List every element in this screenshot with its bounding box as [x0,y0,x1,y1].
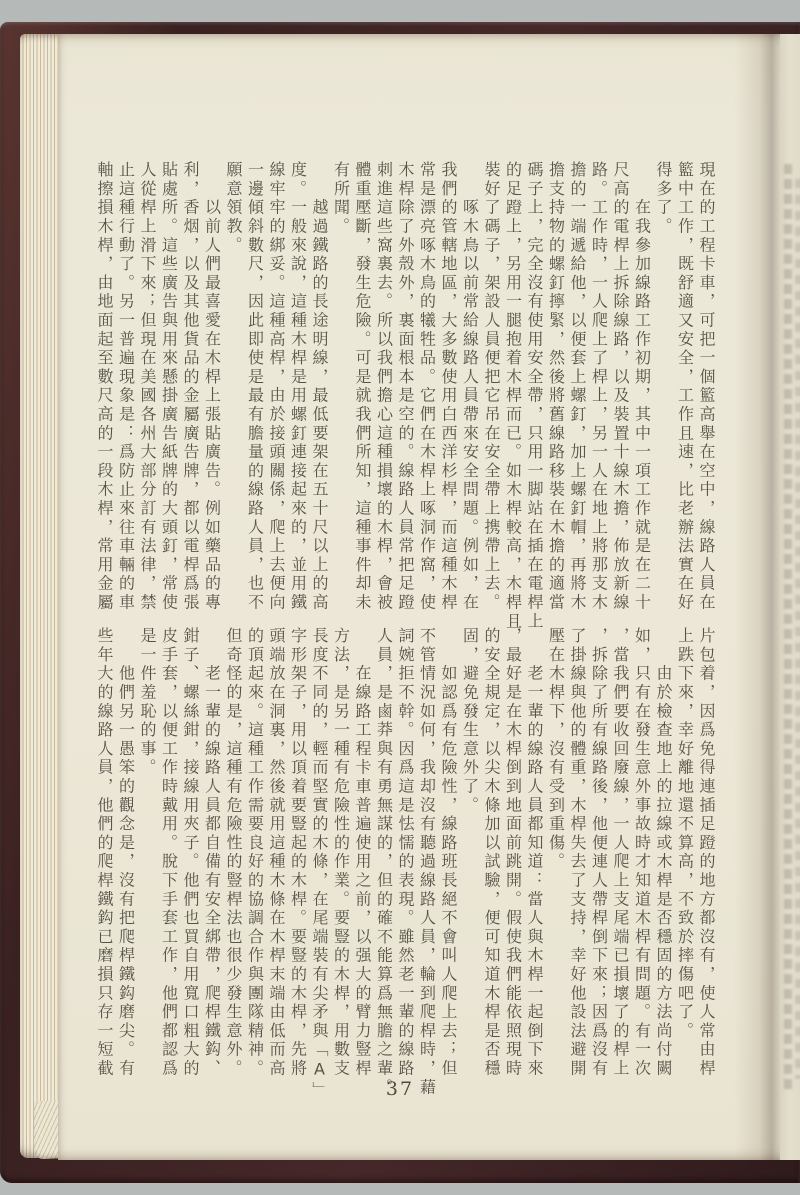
text-column: 木桿除了外殼外，裏面根本是空的。線路人員常把足蹬 [396,161,415,613]
text-column: 方法，是另一種有危險性的作業。要豎的木桿，用數支 [331,627,351,1079]
text-column: ，當我們要收回廢線，一人爬上支尾端已損壞了的桿上 [611,627,630,1079]
text-column: 固，避免發生意外了。 [460,627,480,815]
text-column: 鉗子、螺絲鉗，接線用夾子。他們也買自用寬口粗大的 [181,627,200,1079]
text-column: 啄木鳥以前常給線路人員帶來安全問題。例如，在 [460,161,480,613]
text-column: 他們另一愚笨的觀念是，沒有把爬桿鐵鈎磨尖。有 [116,627,136,1079]
text-column: 了掛線與他的體重，木桿失去了支持，幸好他設法避開 [568,627,587,1079]
text-column: 頭端放在洞裏，然後就用這種木條在木桿末端由低而高 [267,627,286,1079]
text-column: 是一件羞恥的事。 [138,627,157,778]
text-column: 但奇怪的是，這種有危險性的豎桿法也很少發生意外。 [224,627,243,1079]
text-column: 貼處所。這些廣告與用來懸掛廣告紙牌的大頭釘，常使 [159,161,179,613]
text-column: 長度不同的，輕而堅實的木條，在尾端裝有尖矛與「A」 [310,627,329,1100]
text-column: 在我參加線路工作初期，其中一項工作就是在二十 [632,161,652,613]
text-column: 字形架子，用以頂着要豎起的木桿。要豎的木桿，先將 [288,627,308,1079]
upper-text-block [92,161,717,631]
text-column: 籃中工作，既舒適又安全，工作且速，比老辦法實在好 [675,161,695,613]
text-column: 如認爲有危險性，線路班長絕不會叫人爬上去；但 [439,627,458,1079]
text-column: 老一輩的線路人員都知道：當人與木桿一起倒下來 [525,627,544,1079]
text-column: 得多了。 [654,161,673,237]
text-column: 上跌下來，幸好離地還不算高，不致於摔傷吧了。 [675,627,695,1041]
text-column: 軸擦損木桿，由地面起至數尺高的一段木桿，常用金屬 [95,161,114,613]
text-column: 越過鐵路的長途明線，最低要架在五十尺以上的高 [310,161,329,613]
text-column: 利，香烟，以及其他貨品的金屬廣告牌，都以電桿爲張 [181,161,200,613]
gutter-shadow [734,34,780,1160]
text-column: 壓在木桿下，沒有受到重傷。 [546,627,566,872]
text-column: 常是漂亮啄木鳥的犧牲品。它們在木桿上啄洞作窩，使 [417,161,437,613]
text-column: 片包着，因爲免得連插足蹬的地方都沒有，使人常由桿 [697,627,716,1079]
text-column: 皮手套，以便工作時戴用。脫下手套工作，他們都認爲 [159,627,179,1079]
text-column: 線牢牢的綁妥。這種高桿，由於接頭關係，爬上去便向 [267,161,286,613]
text-column: 由於檢查地上的拉線或木桿是否穩固的方法尚付闕 [654,627,673,1079]
text-column: 些年大的線路人員，他們的爬桿鐵鈎已磨損只存一短截 [95,627,114,1079]
text-column: 老一輩的線路人員都自備有安全綁帶，爬桿鐵鈎、 [202,627,222,1079]
text-column: 人員，是鹵莽與有勇無謀的，但的確不能算爲無膽之輩。 [374,627,394,1097]
showthrough-text [795,179,800,1079]
showthrough-text [784,164,792,1089]
text-column: 尺高的電桿上拆除線路，以及裝置十線木擔，佈放新線 [611,161,630,613]
text-column: 的足蹬上，另用一腿抱着木桿而已。如木桿較高，木桿且 [503,161,523,631]
text-column: 的安全規定，以尖木條加以試驗，便可知道木桿是否穩 [482,627,501,1079]
text-column: 擔支持物的螺釘擰緊，然後將舊線路移裝在木擔的適當 [546,161,566,613]
text-column: 人從桿上滑下來；但現在美國各州大部分訂有法律，禁 [138,161,157,613]
text-column: 刺進這些窩裏去。所以我們擔心這種損壞的木桿，會被 [374,161,394,613]
text-column: 度。一般來說，這種木桿是用螺釘連接起來的，並用鐵 [288,161,308,613]
text-column: 不管情況如何，我却沒有聽過線路人員，輪到爬桿時，藉 [417,627,437,1097]
text-column: 有所聞。 [331,161,351,237]
text-column: 路。工作時，一人爬上了桿上，另一人在地上將那支木 [589,161,609,613]
text-column: 詞婉拒不幹。因爲這是怯懦的表現。雖然老一輩的線路 [396,627,415,1079]
text-column: 如，只有在發生意外事故時才知道木桿有問題。有一次 [632,627,652,1079]
text-column: 的頂起來。這種工作需要良好的協調合作與團隊精神。 [245,627,265,1079]
text-column: 我們的管轄地區，大多數使用白西洋杉桿，而這種木桿 [439,161,458,613]
text-column: 願意領教。 [224,161,243,255]
text-column: 在線路工程卡車普遍使用之前，以强大的臂力豎桿 [353,627,372,1079]
text-column: 裝好了碼子，架設人員便把它吊在安全帶上携帶上去。 [482,161,501,613]
page-number: 37 [385,1078,415,1100]
text-column: 擔的一端遞給他，以便套上螺釘，加上螺釘帽，再將木 [568,161,587,613]
text-column: ，拆除了所有線路後，他便連人帶桿倒下來；因爲沒有 [589,627,609,1079]
text-column: 碼子上，完全沒有使用安全帶，只用一脚站在插在電桿上 [525,161,544,631]
text-column: 體重壓斷，發生危險。可是就我們所知，這種事件却未 [353,161,372,613]
text-column: 現在的工程卡車，可把一個籃高舉在空中，線路人員在 [697,161,716,613]
text-column: ，最好是在木桿倒到地面前跳開。假使我們能依照現時 [503,627,523,1079]
text-column: 一邊傾斜數尺，因此即使是最有膽量的線路人員，也不 [245,161,265,613]
text-column: 以前人們最喜愛在木桿上張貼廣告。例如藥品的專 [202,161,222,613]
text-column: 止這種行動了。另一普遍現象是：爲防止來往車輛的車 [116,161,136,613]
